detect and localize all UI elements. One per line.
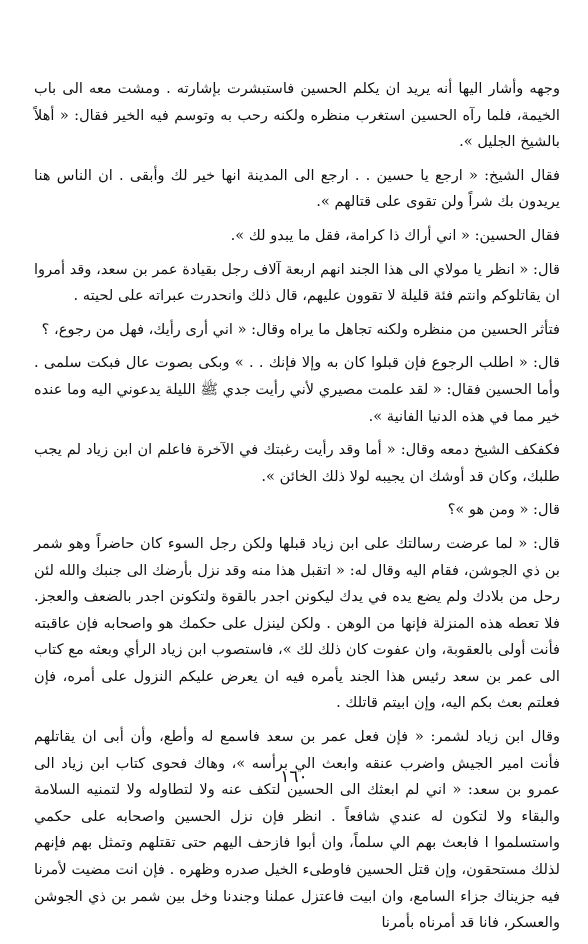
- paragraph-4: قال: « انظر يا مولاي الى هذا الجند انهم اربعة آلاف رجل بقيادة عمر بن سعد، وقد أمروا ان يقاتلوكم وانتم فئة قليلة لا تقوون عليهم، قال ذلك وانحدرت عبراته على لحيته .: [34, 260, 560, 305]
- paragraph-7: فكفكف الشيخ دمعه وقال: « أما وقد رأيت رغبتك في الآخرة فاعلم ان ابن زياد لم يجب طلبك، وكان قد أوشك ان يجيبه لولا ذلك الخائن ».: [34, 441, 560, 485]
- paragraph-3: فقال الحسين: « اني أراك ذا كرامة، فقل ما يبدو لك ».: [230, 226, 560, 244]
- paragraph-6: قال: « اطلب الرجوع فإن قبلوا كان به وإلا فإنك . . » وبكى بصوت عال فبكت سلمى . وأما الحسين فقال: « لقد علمت مصيري لأني رأيت جدي ﷺ الليلة يدعوني اليه وما عنده خير مما في هذه الدنيا الفانية ».: [34, 354, 560, 425]
- paragraph-10: وقال ابن زياد لشمر: « فإن فعل عمر بن سعد فاسمع له وأطع، وأن أبى ان يقاتلهم فأنت امير الجيش واضرب عنقه وابعث الي برأسه »، وهاك فحوى كتاب ابن زياد الى عمرو بن سعد: « اني لم ابعثك الى الحسين لتكف عنه ولا لتطاوله ولا لتمنيه السلامة والبقاء ولا لتكون له عندي شافعاً . انظر فإن نزل الحسين واصحابه على حكمي واستسلموا ا فابعث بهم الي سلماً، وان أبوا فازحف اليهم حتى تقتلهم وتمثل بهم فإنهم لذلك مستحقون، وإن قتل الحسين فاوطىء الخيل صدره وظهره . فإن انت مضيت لأمرنا فيه جزيناك جزاء السامع، وان ابيت فاعتزل عملنا وجندنا وخل بين شمر بن ذي الجوشن والعسكر، فانا قد أمرناه بأمرنا: [34, 728, 560, 932]
- paragraph-5: فتأثر الحسين من منظره ولكنه تجاهل ما يراه وقال: « اني أرى رأيك، فهل من رجوع، ؟: [41, 320, 560, 338]
- page-body: [34, 76, 560, 944]
- paragraph-2: فقال الشيخ: « ارجع يا حسين . . ارجع الى المدينة انها خير لك وأبقى . ان الناس هنا يريدون بك شراً ولن تقوى على قتالهم ».: [34, 166, 560, 211]
- paragraph-8: قال: « ومن هو »؟: [447, 501, 560, 519]
- page-number: ١٦٠: [280, 767, 308, 787]
- paragraph-9: قال: « لما عرضت رسالتك على ابن زياد قبلها ولكن رجل السوء كان حاضراً وهو شمر بن ذي الجوشن، فقام اليه وقال له: « اتقبل هذا منه وقد نزل بأرضك الى جنبك والله لئن رحل من بلادك ولم يضع يده في يدك ليكونن اجدر بالقوة ولتكونن اجدر بالضعف والعجز. فلا تعطه هذه المنزلة فإنها من الوهن . ولكن لينزل على حكمك هو واصحابه فإن عاقبته فأنت أولى بالعقوبة، وان عفوت كان ذلك لك »، فاستصوب ابن زياد الرأي وبعثه مع كتاب الى عمر بن سعد رئيس هذا الجند يأمره فيه ان يعرض عليكم النزول على أمره، فإن فعلتم بعث بكم اليه، وإن ابيتم قاتلك .: [34, 534, 560, 712]
- paragraph-1: وجهه وأشار اليها أنه يريد ان يكلم الحسين فاستبشرت بإشارته . ومشت معه الى باب الخيمة، فلما رآه الحسين استغرب منظره ولكنه رحب به وتوسم فيه الخير فقال: « أهلاً بالشيخ الجليل ».: [34, 80, 560, 151]
